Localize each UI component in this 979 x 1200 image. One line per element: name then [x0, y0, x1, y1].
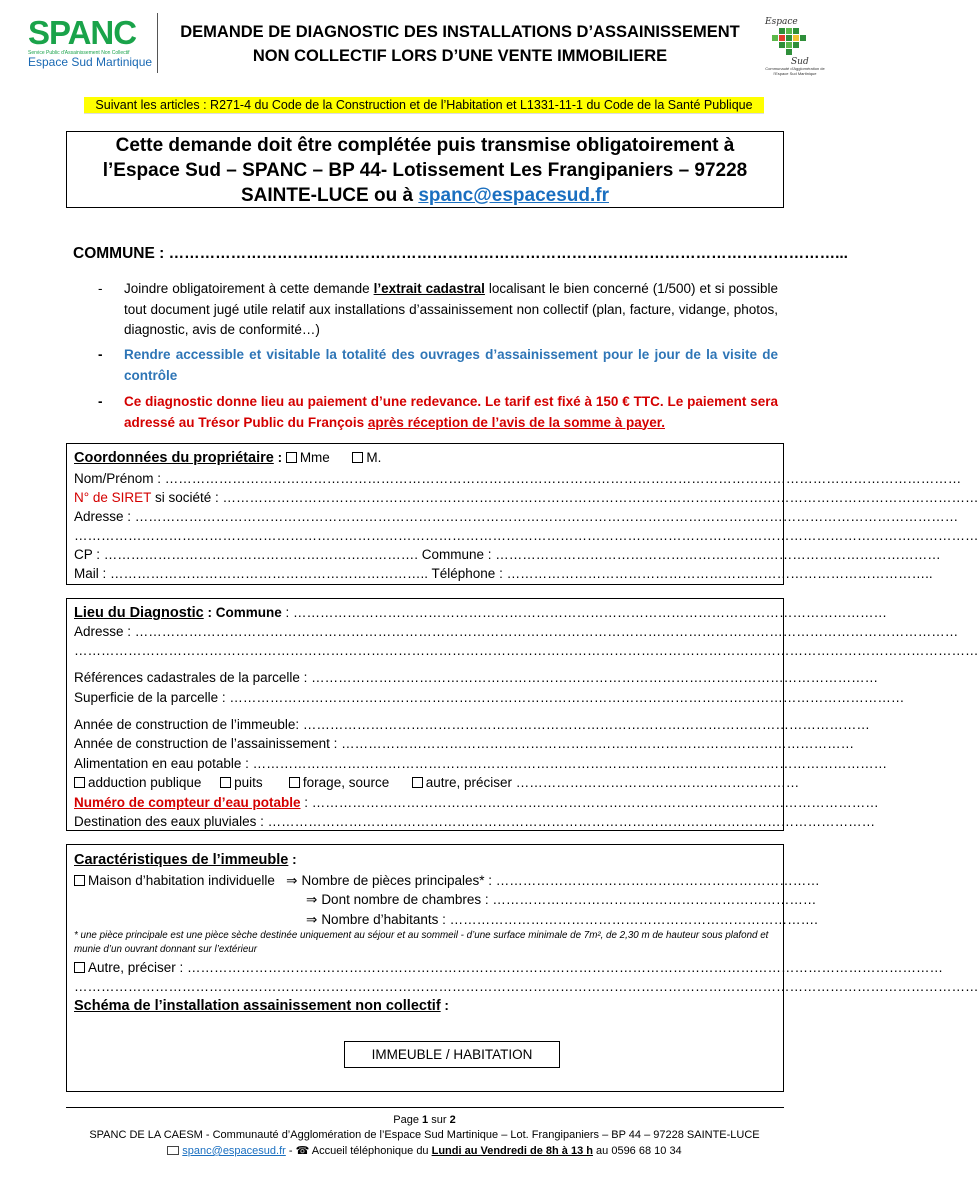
lieu-commune-dots: : …………………………………………………………………………………………………………………… [281, 605, 887, 620]
annee-assainissement-field[interactable]: Année de construction de l’assainissement : …………………………………………………………………………………………………… [74, 736, 855, 751]
header-divider [157, 13, 158, 73]
bullet-dash: - [98, 347, 103, 362]
lieu-adresse-cont-field[interactable]: ………………………………………………………………………………………………………………………………………………………………………………… [74, 643, 979, 658]
espace-sud-logo [763, 14, 825, 76]
schema-title-row [74, 996, 778, 1016]
checkbox-puits[interactable] [220, 777, 231, 788]
schema-title: Schéma de l’installation assainissement non collectif [74, 998, 441, 1014]
instruction-line-3-prefix: SAINTE-LUCE ou à [240, 185, 419, 206]
bullet-1-text: Joindre obligatoirement à cette demande [124, 281, 374, 296]
footer-email-link[interactable]: spanc@espacesud.fr [182, 1145, 286, 1157]
siret-label: N° de SIRET [74, 490, 152, 505]
spanc-logo [28, 14, 153, 70]
checkbox-autre-immeuble[interactable] [74, 962, 85, 973]
instruction-box [66, 131, 784, 208]
forage-label: forage, source [302, 775, 390, 790]
chambres-row[interactable] [306, 890, 817, 909]
adduction-label: adduction publique [88, 775, 202, 790]
owner-title-sep: : [273, 450, 286, 465]
page-prefix: Page [393, 1114, 423, 1126]
page-total: 2 [449, 1114, 456, 1126]
checkbox-autre-source[interactable] [412, 777, 423, 788]
maison-label: Maison d’habitation individuelle [88, 873, 275, 888]
schema-title-sep: : [440, 998, 449, 1013]
nb-pieces-field[interactable]: Nombre de pièces principales* : ……………………………………………………………… [301, 873, 820, 888]
envelope-icon [167, 1146, 179, 1155]
page-number [0, 1113, 849, 1128]
alimentation-field[interactable]: Alimentation en eau potable : …………………………………………………………………………………………………………………………… [74, 756, 888, 771]
checkbox-m[interactable] [352, 452, 363, 463]
immeuble-title-row [74, 850, 778, 870]
bullet-accessibility [98, 345, 778, 386]
owner-section-title: Coordonnées du propriétaire [74, 450, 274, 466]
checkbox-forage[interactable] [289, 777, 300, 788]
lieu-commune-label: : Commune [203, 605, 282, 620]
commune-field[interactable]: COMMUNE : …………………………………………………………………………………………………………………... [73, 245, 848, 262]
legal-notice: Suivant les articles : R271-4 du Code de la Construction et de l’Habitation et L1331-11-1 du Code de la Santé Publique [84, 97, 764, 114]
footer-divider [66, 1107, 784, 1108]
instruction-line-3 [67, 183, 783, 208]
spanc-logo-word: SPANC [28, 14, 137, 51]
page-current: 1 [422, 1114, 429, 1126]
autre-immeuble-field[interactable]: Autre, préciser : …………………………………………………………………………………………………………………………………………………… [88, 960, 944, 975]
puits-label: puits [234, 775, 263, 790]
bullet-1-text-end: localisant le bien concerné (1/500) et si possible tout document jugé utile relatif aux installations d’assainissement non collectif (plan, facture, vidange, photos, diagnostic, avis de conformité…) [124, 281, 779, 337]
instruction-line-2: l’Espace Sud – SPANC – BP 44- Lotissement Les Frangipaniers – 97228 [102, 160, 748, 181]
svg-text:Espace: Espace [765, 17, 798, 27]
page-mid: sur [428, 1114, 450, 1126]
schema-building-box: IMMEUBLE / HABITATION [344, 1041, 560, 1068]
lieu-section-title: Lieu du Diagnostic [74, 605, 204, 621]
compteur-dots: : ……………………………………………………………………………………………………………… [300, 795, 879, 810]
spanc-logo-place: Espace Sud Martinique [28, 55, 153, 69]
spanc-logo-subtitle: Service Public d'Assainissement Non Collectif [28, 50, 130, 56]
espace-sud-emblem-icon [763, 14, 825, 66]
bullet-1-emphasis: l’extrait cadastral [373, 281, 485, 296]
compteur-field[interactable] [74, 793, 879, 812]
immeuble-title-sep: : [288, 852, 297, 867]
owner-mail-phone-field[interactable]: Mail : …………………………………………………………….. Téléphone : ………………………………………………………………………………….. [74, 566, 933, 581]
instruction-line-1: Cette demande doit être complétée puis transmise obligatoirement à [115, 135, 735, 156]
autre-row [74, 958, 944, 977]
bullet-2-text: Rendre accessible et visitable la totalité des ouvrages d’assainissement pour le jour de la visite de contrôle [124, 347, 778, 383]
bullet-dash: - [98, 394, 103, 409]
habitants-row[interactable] [306, 910, 818, 929]
owner-siret-field[interactable] [74, 488, 979, 507]
compteur-label: Numéro de compteur d’eau potable [74, 795, 301, 810]
lieu-adresse-field[interactable]: Adresse : ………………………………………………………………………………………………………………………………………………………………… [74, 624, 959, 639]
bullet-3-emphasis: après réception de l’avis de la somme à payer. [367, 414, 665, 430]
superficie-field[interactable]: Superficie de la parcelle : …………………………………………………………………………………………………………………………………… [74, 690, 905, 705]
footer-hours: Lundi au Vendredi de 8h à 13 h [431, 1145, 593, 1157]
owner-cp-commune-field[interactable]: CP : ……………………………………………………………. Commune : ……………………………………………………………………………………… [74, 547, 941, 562]
ref-cadastrales-field[interactable]: Références cadastrales de la parcelle : ……………………………………………………………………………………………………………… [74, 670, 879, 685]
footer-phone-number: au 0596 68 10 34 [592, 1145, 682, 1157]
bullet-cadastral [98, 279, 778, 341]
arrow-right-icon: ⇒ [306, 912, 318, 927]
autre-source-label: autre, préciser ……………………………………………………… [425, 775, 800, 790]
title-line-2: NON COLLECTIF LORS D’UNE VENTE IMMOBILIERE [252, 47, 668, 65]
owner-nom-field[interactable]: Nom/Prénom : …………………………………………………………………………………………………………………………………………………………… [74, 471, 962, 486]
siret-dots: si société : …………………………………………………………………………………………………………………………………………………… [151, 490, 979, 505]
footer-organization: SPANC DE LA CAESM - Communauté d’Agglomération de l’Espace Sud Martinique – Lot. Frangipaniers – BP 44 – 97228 SAINTE-LUCE [89, 1129, 760, 1141]
nb-chambres-field[interactable]: Dont nombre de chambres : ……………………………………………………………… [321, 892, 817, 907]
bullet-payment [98, 392, 778, 433]
piece-principale-note: * une pièce principale est une pièce sèche destinée uniquement au séjour et au sommeil - d’une surface minimale de 7m², de 2,30 m de hauteur sous plafond et munie d’un ouvrant donnant sur l’extérieur [74, 930, 769, 955]
instruction-email-link[interactable]: spanc@espacesud.fr [418, 185, 609, 206]
checkbox-adduction[interactable] [74, 777, 85, 788]
water-source-options [74, 773, 800, 792]
checkbox-m-label: M. [366, 450, 382, 465]
nb-habitants-field[interactable]: Nombre d’habitants : ………………………………………………………………………. [321, 912, 818, 927]
owner-title-row [74, 448, 778, 468]
bullet-3-text: Ce diagnostic donne lieu au paiement d’une redevance. Le tarif est fixé à 150 € TTC. Le paiement sera adressé au Trésor Public du François [124, 394, 778, 430]
owner-adresse-cont-field[interactable]: ………………………………………………………………………………………………………………………………………………………………………………… [74, 528, 979, 543]
immeuble-section-title: Caractéristiques de l’immeuble [74, 852, 289, 868]
checkbox-mme[interactable] [286, 452, 297, 463]
checkbox-maison[interactable] [74, 875, 85, 886]
annee-immeuble-field[interactable]: Année de construction de l’immeuble: ……………………………………………………………………………………………………………… [74, 717, 870, 732]
bullet-dash: - [98, 281, 103, 296]
arrow-right-icon: ⇒ [306, 892, 318, 907]
svg-text:Sud: Sud [791, 57, 809, 67]
autre-cont-field[interactable]: ………………………………………………………………………………………………………………………………………………………………………………… [74, 979, 979, 994]
maison-row [74, 871, 820, 890]
footer-contact [0, 1144, 849, 1159]
owner-adresse-field[interactable]: Adresse : ………………………………………………………………………………………………………………………………………………………………… [74, 509, 959, 524]
checkbox-mme-label: Mme [299, 450, 330, 465]
document-title [160, 20, 760, 68]
arrow-right-icon: ⇒ [286, 873, 298, 888]
title-line-1: DEMANDE DE DIAGNOSTIC DES INSTALLATIONS D’ASSAINISSEMENT [180, 23, 740, 41]
footer-phone-prefix: - ☎ Accueil téléphonique du [285, 1145, 432, 1157]
eaux-pluviales-field[interactable]: Destination des eaux pluviales : ……………………………………………………………………………………………………………………… [74, 814, 876, 829]
espace-sud-logo-caption: Communauté d'Agglomération de l'Espace Sud Martinique [765, 66, 825, 76]
lieu-title-row[interactable] [74, 603, 887, 623]
